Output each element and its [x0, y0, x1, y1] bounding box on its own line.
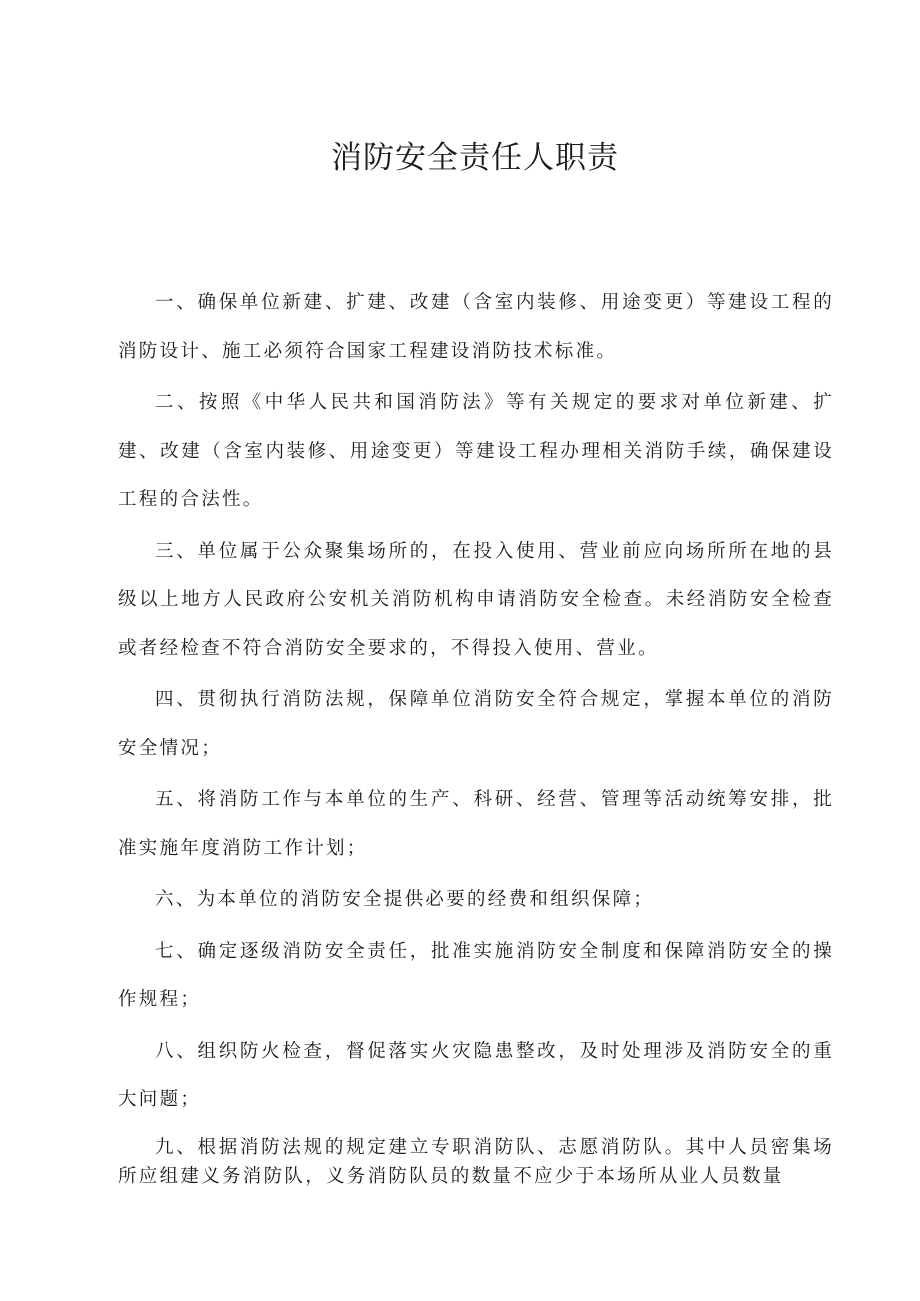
paragraph-3: 三、单位属于公众聚集场所的，在投入使用、营业前应向场所所在地的县级以上地方人民政府公安机关消防机构申请消防安全检查。未经消防安全检查或者经检查不符合消防安全要求的，不得投入使用、营业。	[118, 540, 834, 659]
paragraph-5: 五、将消防工作与本单位的生产、科研、经营、管理等活动统筹安排，批准实施年度消防工作计划；	[118, 789, 834, 859]
paragraph-2: 二、按照《中华人民共和国消防法》等有关规定的要求对单位新建、扩建、改建（含室内装修、用途变更）等建设工程办理相关消防手续，确保建设工程的合法性。	[118, 392, 834, 510]
paragraph-6: 六、为本单位的消防安全提供必要的经费和组织保障；	[155, 889, 655, 910]
paragraph-1: 一、确保单位新建、扩建、改建（含室内装修、用途变更）等建设工程的消防设计、施工必须符合国家工程建设消防技术标准。	[118, 292, 834, 362]
paragraph-8: 八、组织防火检查，督促落实火灾隐患整改，及时处理涉及消防安全的重大问题；	[118, 1040, 834, 1110]
page-title: 消防安全责任人职责	[331, 140, 619, 176]
paragraph-9: 九、根据消防法规的规定建立专职消防队、志愿消防队。其中人员密集场所应组建义务消防队，义务消防队员的数量不应少于本场所从业人员数量	[118, 1136, 834, 1187]
paragraph-4: 四、贯彻执行消防法规，保障单位消防安全符合规定，掌握本单位的消防安全情况；	[118, 689, 834, 759]
paragraph-7: 七、确定逐级消防安全责任，批准实施消防安全制度和保障消防安全的操作规程；	[118, 940, 834, 1010]
document-body	[118, 279, 834, 1194]
